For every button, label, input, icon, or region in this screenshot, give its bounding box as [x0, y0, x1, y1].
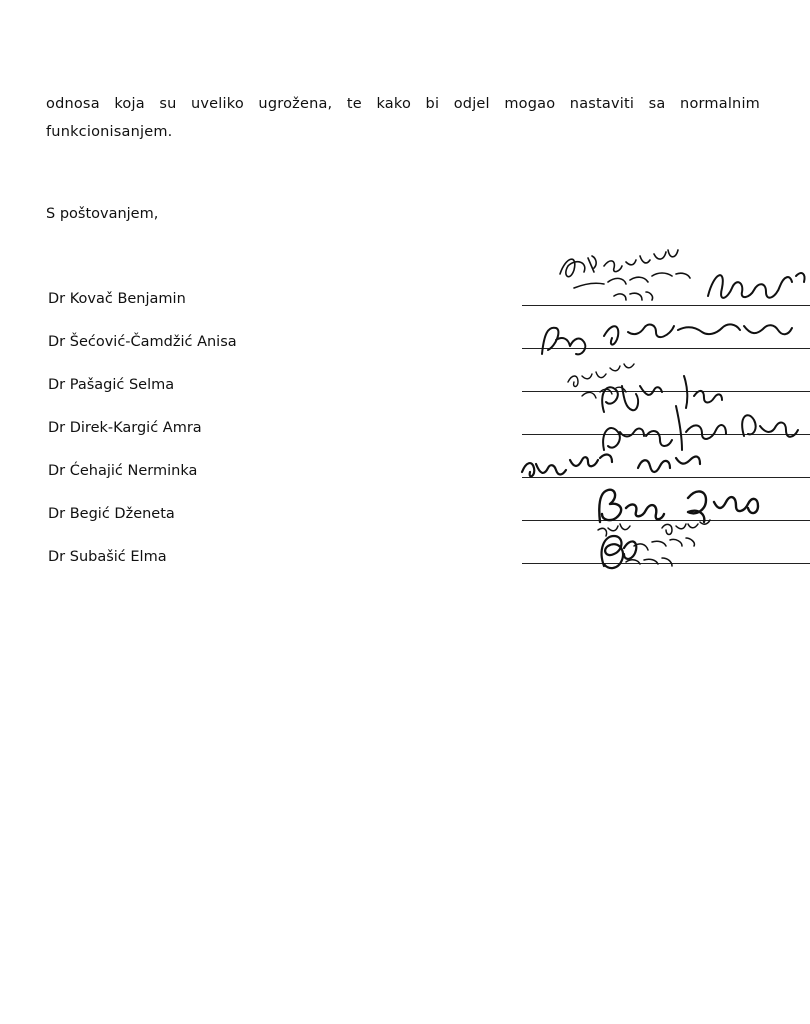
signature-subasic	[602, 536, 637, 568]
signature-pasagic	[602, 376, 722, 412]
signature-kovac	[708, 273, 805, 298]
signatory-name: Dr Šećović-Čamdžić Anisa	[48, 334, 237, 350]
signatory-name: Dr Pašagić Selma	[48, 377, 175, 393]
letter-closing: S poštovanjem,	[46, 206, 159, 222]
signature-direk-kargic	[603, 406, 798, 450]
stamp-kovac	[560, 250, 690, 300]
signature-cehajic	[522, 455, 700, 477]
signatory-name: Dr Begić Dženeta	[48, 506, 175, 522]
signatory-name: Dr Kovač Benjamin	[48, 291, 186, 307]
signatory-name: Dr Direk-Kargić Amra	[48, 420, 202, 436]
signatures-and-stamps	[508, 236, 810, 586]
signatory-name: Dr Subašić Elma	[48, 549, 167, 565]
signature-begic	[599, 490, 758, 522]
signature-secovic	[542, 324, 792, 354]
signatory-name: Dr Ćehajić Nerminka	[48, 463, 198, 479]
letter-paragraph: odnosa koja su uveliko ugrožena, te kako bi odjel mogao nastaviti sa normalnim funkcionisanjem.	[46, 96, 760, 140]
